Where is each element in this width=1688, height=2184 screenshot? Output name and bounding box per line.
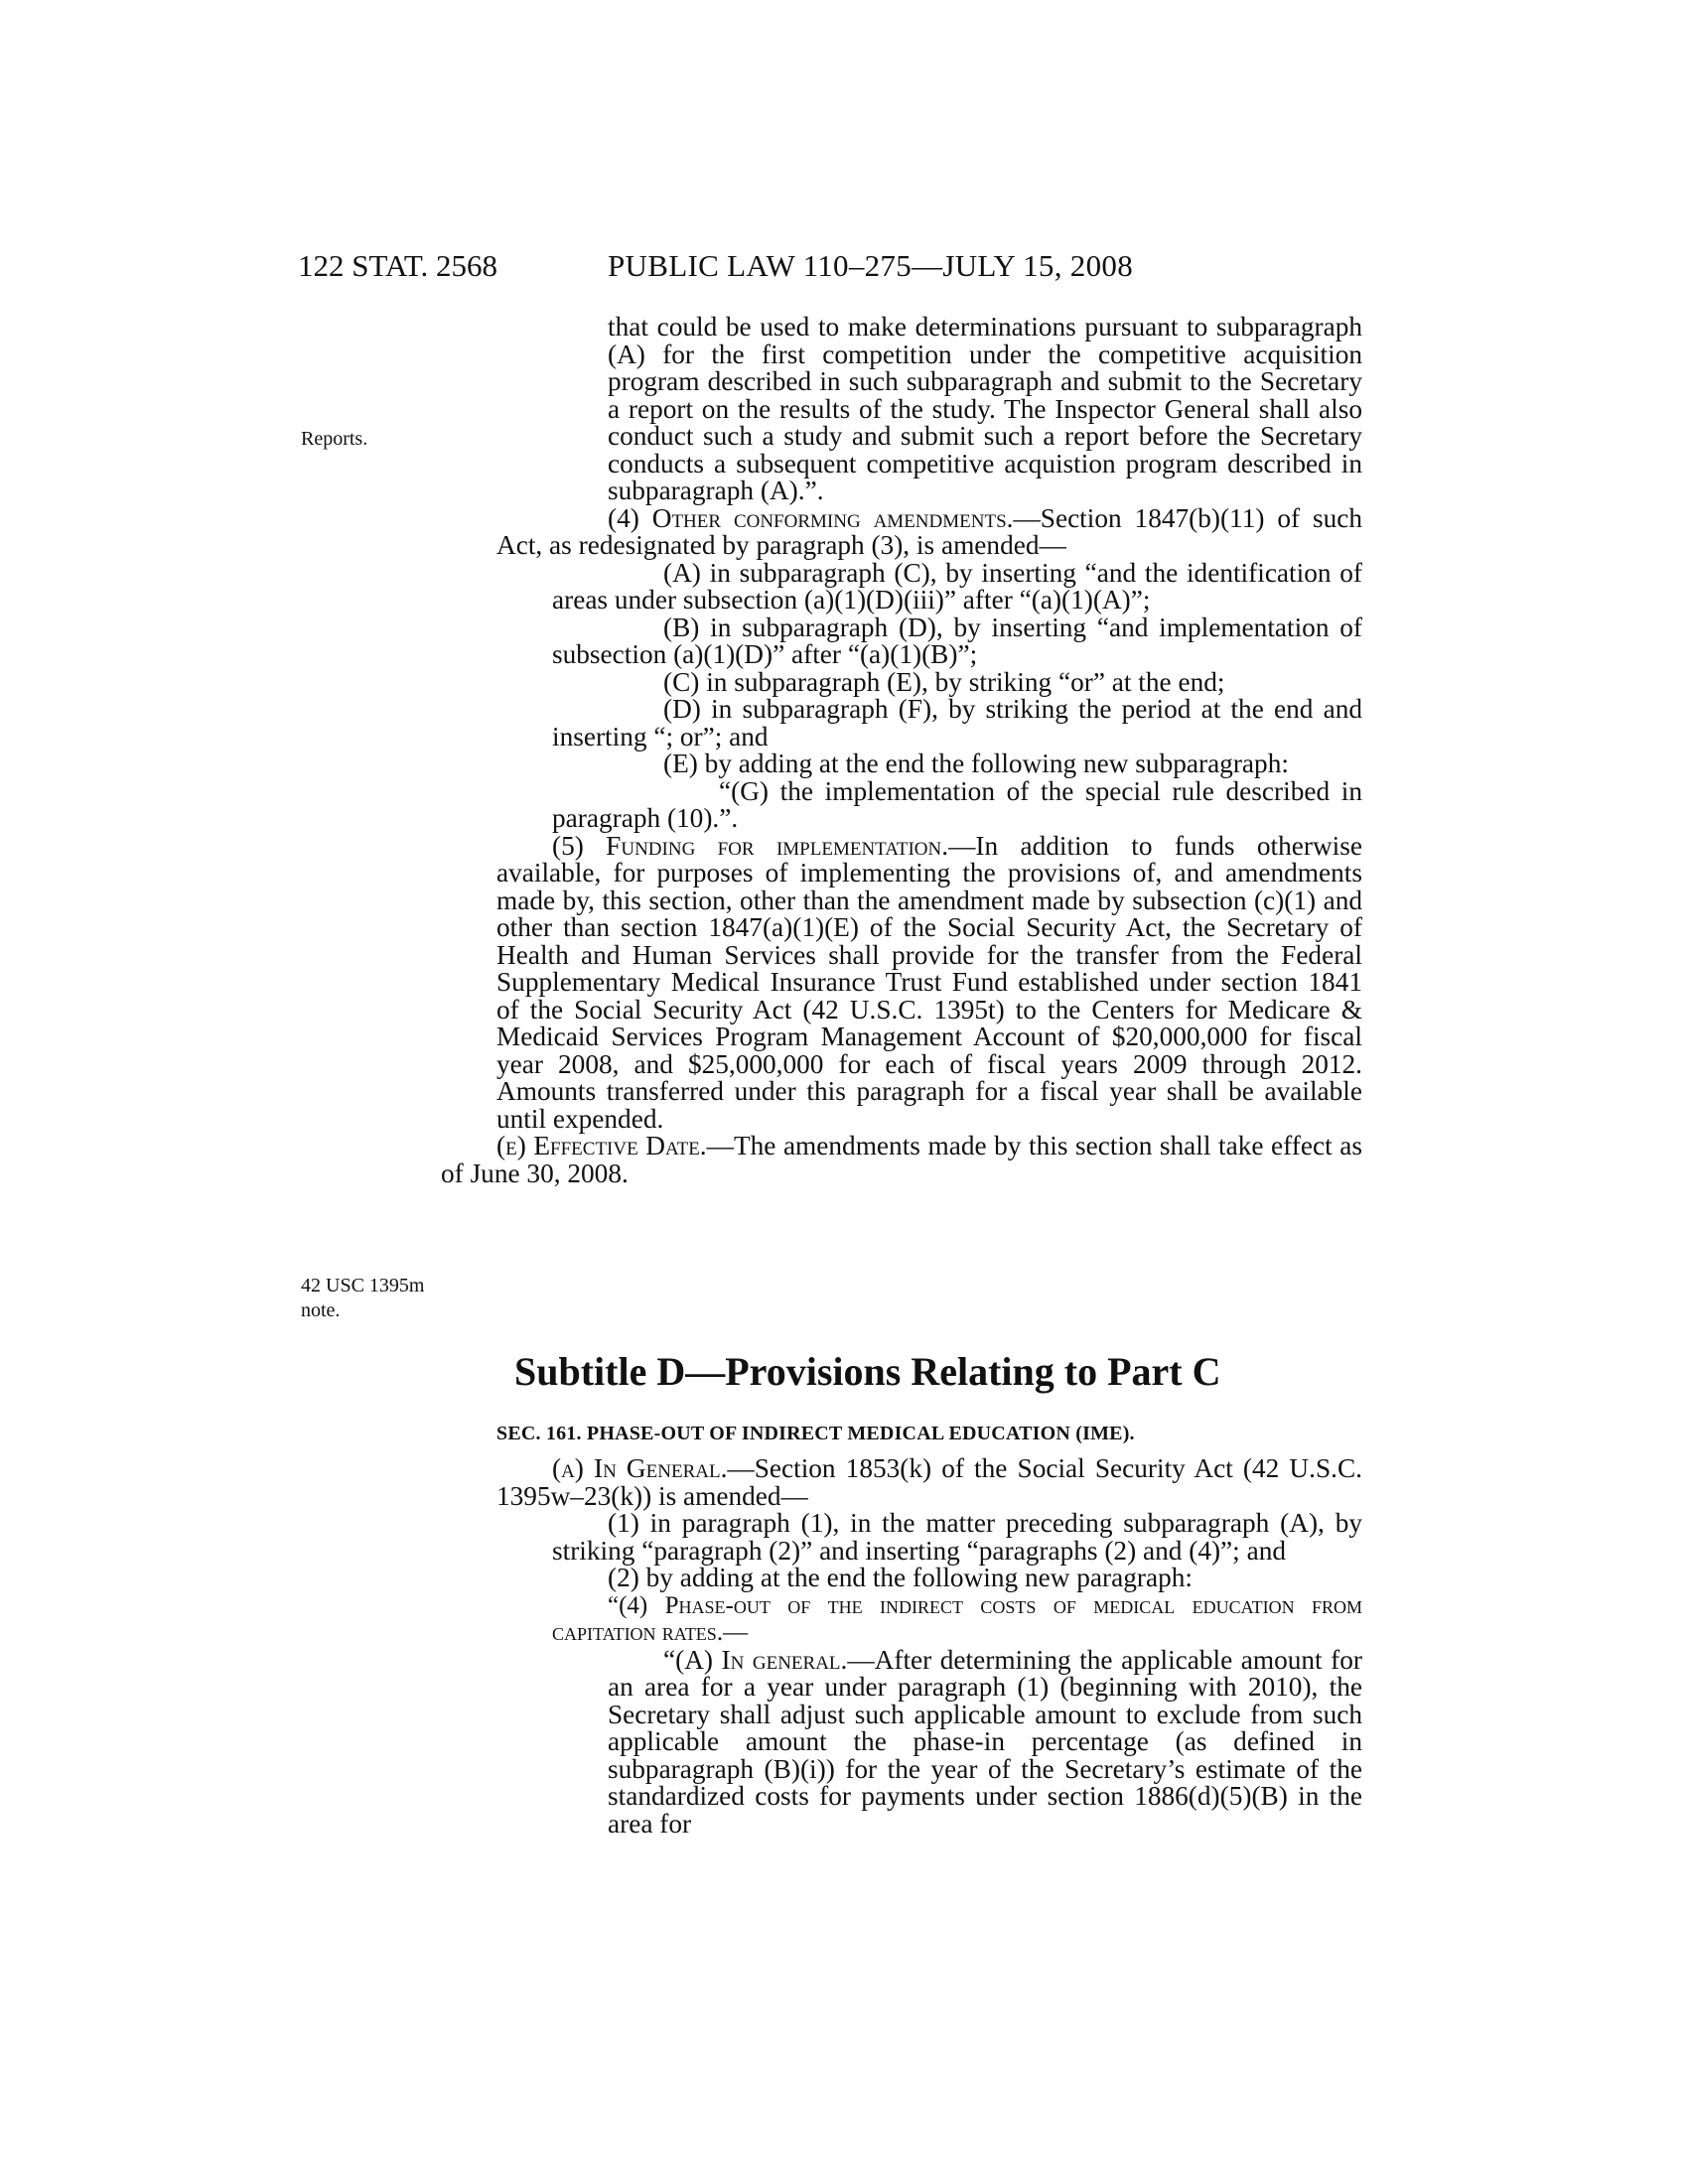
quoted-subparagraph-a-text: —After determining the applicable amount for an area for a year under paragraph (1) (beginning with 2010), the Secretary shall adjust such applicable amount to exclude from such applicable amount the phase-in percentage (as defined in subparagraph (B)(i)) for the year of the Secretary’s estimate of the standardized costs for payments under section 1886(d)(5)(B) in the area for (608, 1644, 1362, 1839)
section-subsection-a-heading: (a) In General. (552, 1453, 728, 1483)
paragraph-5-heading: (5) Funding for implementation. (552, 830, 949, 861)
margin-note-usc (301, 1274, 424, 1323)
subparagraph-b: (B) in subparagraph (D), by inserting “and implementation of subsection (a)(1)(D)” after “(a)(1)(B)”; (552, 612, 1362, 669)
subsection-e (441, 1133, 1362, 1187)
paragraph-5-text: —In addition to funds otherwise available, for purposes of implementing the provisions of, and amendments made by, this section, other than the amendment made by subsection (c)(1) and other than section 1847(a)(1)(E) of the Social Security Act, the Secretary of Health and Human Services shall provide for the transfer from the Federal Supplementary Medical Insurance Trust Fund established under section 1841 of the Social Security Act (42 U.S.C. 1395t) to the Centers for Medicare & Medicaid Services Program Management Account of $20,000,000 for fiscal year 2008, and $25,000,000 for each of fiscal years 2009 through 2012. Amounts transferred under this paragraph for a fiscal year shall be available until expended. (496, 830, 1362, 1134)
paragraph-continuation: that could be used to make determinations pursuant to subparagraph (A) for the first competition under the competitive acquisition program described in such subparagraph and submit to the Secretary a report on the results of the study. The Inspector General shall also conduct such a study and submit such a report before the Secretary conducts a subsequent competitive acquistion program described in subparagraph (A).”. (608, 312, 1362, 505)
quoted-subparagraph-a (496, 1644, 1362, 1839)
margin-note-usc-line2: note. (301, 1299, 341, 1321)
section-subsection-a-text: —Section 1853(k) of the Social Security Act (42 U.S.C. 1395w–23(k)) is amended— (496, 1453, 1362, 1511)
paragraph-4 (496, 502, 1362, 560)
running-header: PUBLIC LAW 110–275—JULY 15, 2008 (608, 248, 1134, 283)
margin-note-usc-line1: 42 USC 1395m (301, 1275, 425, 1297)
subsection-e-text: —The amendments made by this section shall take effect as of June 30, 2008. (441, 1131, 1362, 1188)
subparagraph-c: (C) in subparagraph (E), by striking “or” at the end; (663, 666, 1225, 697)
paragraph-4-text: —Section 1847(b)(11) of such Act, as redesignated by paragraph (3), is amended— (496, 502, 1362, 560)
quoted-subparagraph-g: “(G) the implementation of the special rule described in paragraph (10).”. (552, 775, 1362, 833)
subtitle-heading: Subtitle D—Provisions Relating to Part C (514, 1349, 1221, 1394)
quoted-paragraph-4-heading: “(4) Phase-out of the indirect costs of medical education from capitation rates.— (552, 1591, 1362, 1646)
paragraph-4-heading: (4) Other conforming amendments. (608, 502, 1014, 533)
text-block-lower (496, 1455, 1362, 1838)
section-subsection-a (496, 1455, 1362, 1510)
paragraph-5 (496, 830, 1362, 1134)
section-paragraph-1: (1) in paragraph (1), in the matter preceding subparagraph (A), by striking “paragraph (2)” and inserting “paragraphs (2) and (4)”; and (552, 1508, 1362, 1566)
margin-note-reports: Reports. (301, 428, 368, 450)
section-heading: SEC. 161. PHASE-OUT OF INDIRECT MEDICAL EDUCATION (IME). (496, 1423, 1135, 1444)
subparagraph-d: (D) in subparagraph (F), by striking the period at the end and inserting “; or”; and (552, 694, 1362, 751)
subsection-e-heading: (e) Effective Date. (496, 1131, 707, 1160)
text-block-upper (441, 312, 1362, 1188)
subparagraph-a: (A) in subparagraph (C), by inserting “and the identification of areas under subsection (a)(1)(D)(iii)” after “(a)(1)(A)”; (552, 557, 1362, 614)
section-paragraph-2: (2) by adding at the end the following new paragraph: (608, 1563, 1193, 1592)
subparagraph-e: (E) by adding at the end the following new subparagraph: (663, 749, 1289, 778)
page-reference: 122 STAT. 2568 (298, 248, 498, 283)
quoted-subparagraph-a-heading: “(A) In general. (663, 1644, 848, 1675)
